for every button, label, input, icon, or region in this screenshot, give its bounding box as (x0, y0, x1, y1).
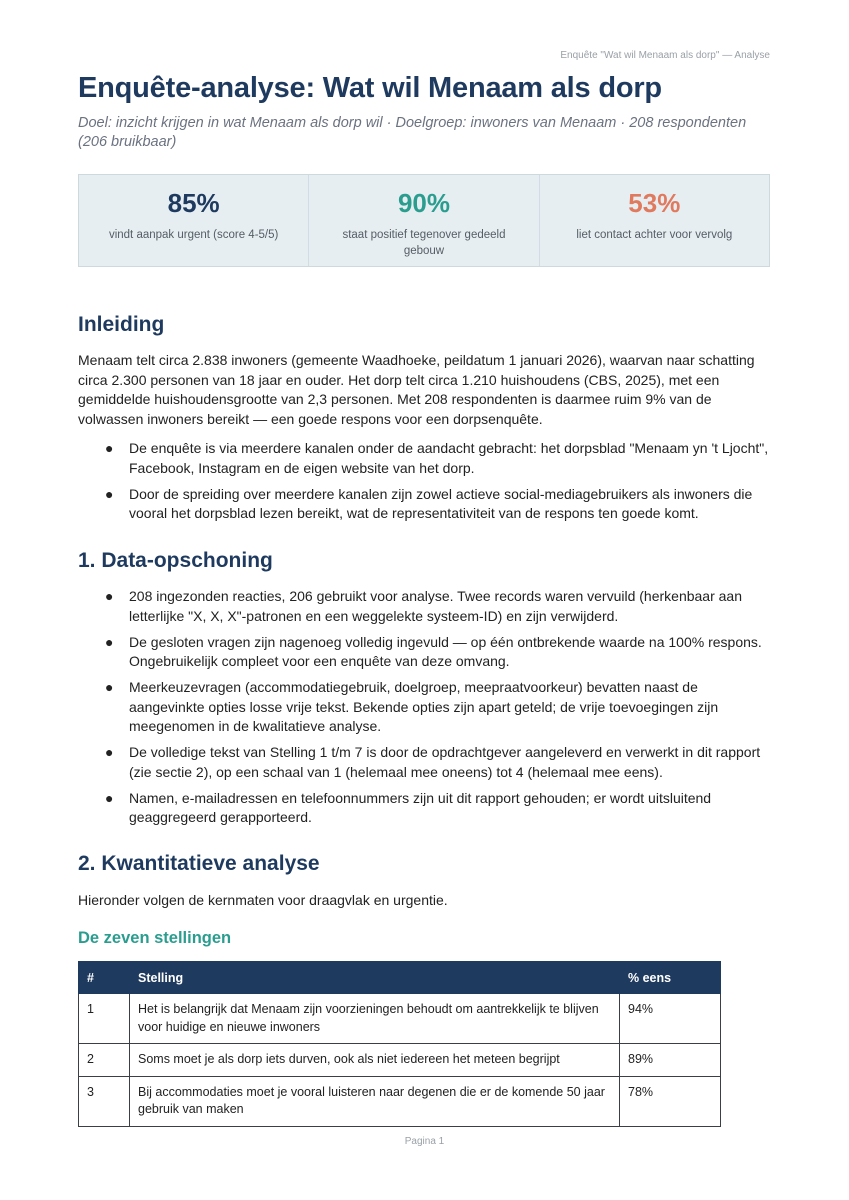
table-row (79, 1044, 721, 1077)
column-header-number: # (79, 962, 130, 994)
kpi-label: vindt aanpak urgent (score 4-5/5) (108, 229, 279, 241)
list-item-text: Meerkeuzevragen (accommodatiegebruik, doelgroep, meepraatvoorkeur) bevatten naast de aangevinkte opties losse vrije tekst. Bekende opties zijn apart geteld; de vrije toevoegingen zijn meegenomen in de kwalitatieve analyse. (129, 679, 719, 734)
cell-pct: 94% (620, 994, 721, 1044)
table-row (79, 1076, 721, 1126)
list-item (78, 743, 770, 782)
kpi-value: 90% (397, 188, 451, 218)
data-opschoning-bullet-list (78, 587, 770, 834)
kpi-label: liet contact achter voor vervolg (576, 229, 733, 241)
list-item (78, 439, 770, 478)
subheading-stellingen: De zeven stellingen (78, 929, 232, 947)
column-header-pct-eens: % eens (620, 962, 721, 994)
cell-stelling: Het is belangrijk dat Menaam zijn voorzieningen behoudt om aantrekkelijk te blijven voor huidige en nieuwe inwoners (130, 994, 620, 1044)
cell-pct: 89% (620, 1044, 721, 1077)
kpi-contact (539, 175, 769, 266)
section-heading-inleiding: Inleiding (78, 313, 165, 336)
list-item (78, 633, 770, 672)
bullet-icon: ● (105, 440, 114, 456)
list-item (78, 678, 770, 737)
table-header-row (79, 962, 721, 994)
bullet-icon: ● (105, 588, 114, 604)
kpi-gedeeld-gebouw (308, 175, 538, 266)
list-item (78, 789, 770, 828)
page-subtitle: Doel: inzicht krijgen in wat Menaam als dorp wil · Doelgroep: inwoners van Menaam · 208 respondenten (206 bruikbaar) (78, 115, 747, 150)
bullet-icon: ● (105, 789, 114, 806)
bullet-icon: ● (105, 679, 114, 695)
inleiding-bullet-list (78, 439, 770, 530)
table-row (79, 994, 721, 1044)
bullet-icon: ● (105, 744, 114, 760)
list-item-text: De volledige tekst van Stelling 1 t/m 7 is door de opdrachtgever aangeleverd en verwerkt in dit rapport (zie sectie 2), op een schaal van 1 (helemaal mee oneens) tot 4 (helemaal mee eens). (129, 744, 761, 780)
running-header: Enquête "Wat wil Menaam als dorp" — Analyse (560, 50, 770, 61)
kwantitatief-intro: Hieronder volgen de kernmaten voor draagvlak en urgentie. (78, 892, 448, 908)
column-header-stelling: Stelling (130, 962, 620, 994)
cell-pct: 78% (620, 1076, 721, 1126)
kpi-row (78, 174, 770, 267)
inleiding-paragraph: Menaam telt circa 2.838 inwoners (gemeente Waadhoeke, peildatum 1 januari 2026), waarvan naar schatting circa 2.300 personen van 18 jaar en ouder. Het dorp telt circa 1.210 huishoudens (CBS, 2025), met een gemiddelde huishoudensgrootte van 2,3 personen. Met 208 respondenten is daarmee ruim 9% van de volwassen inwoners bereikt — een goede respons voor een dorpsenquête. (78, 352, 755, 427)
section-heading-data-opschoning: 1. Data-opschoning (78, 549, 273, 572)
list-item-text: 208 ingezonden reacties, 206 gebruikt voor analyse. Twee records waren vervuild (herkenbaar aan letterlijke "X, X, X"-patronen en een weggelekte systeem-ID) en zijn verwijderd. (129, 588, 742, 624)
cell-stelling: Bij accommodaties moet je vooral luisteren naar degenen die er de komende 50 jaar gebruik van maken (130, 1076, 620, 1126)
cell-number: 2 (79, 1044, 130, 1077)
kpi-value: 85% (167, 188, 220, 218)
bullet-icon: ● (105, 633, 114, 650)
cell-number: 3 (79, 1076, 130, 1126)
cell-stelling: Soms moet je als dorp iets durven, ook als niet iedereen het meteen begrijpt (130, 1044, 620, 1077)
section-heading-kwantitatieve-analyse: 2. Kwantitatieve analyse (78, 852, 320, 875)
page-title: Enquête-analyse: Wat wil Menaam als dorp (78, 72, 662, 104)
kpi-value: 53% (628, 188, 681, 218)
list-item-text: De enquête is via meerdere kanalen onder de aandacht gebracht: het dorpsblad "Menaam yn 't Ljocht", Facebook, Instagram en de eigen website van het dorp. (129, 440, 769, 476)
bullet-icon: ● (105, 485, 114, 502)
page-number: Pagina 1 (404, 1136, 445, 1147)
stellingen-table (78, 961, 721, 1127)
list-item (78, 587, 770, 626)
kpi-urgent (79, 175, 308, 266)
cell-number: 1 (79, 994, 130, 1044)
list-item-text: De gesloten vragen zijn nagenoeg volledig ingevuld — op één ontbrekende waarde na 100% respons. Ongebruikelijk compleet voor een enquête van deze omvang. (129, 633, 762, 669)
list-item-text: Door de spreiding over meerdere kanalen zijn zowel actieve social-mediagebruikers als inwoners die vooral het dorpsblad lezen bereikt, wat de representativiteit van de respons ten goede komt. (129, 485, 753, 521)
kpi-label: staat positief tegenover gedeeld gebouw (342, 229, 506, 257)
list-item-text: Namen, e-mailadressen en telefoonnummers zijn uit dit rapport gehouden; er wordt uitsluitend geaggregeerd gerapporteerd. (129, 789, 712, 825)
list-item (78, 485, 770, 524)
